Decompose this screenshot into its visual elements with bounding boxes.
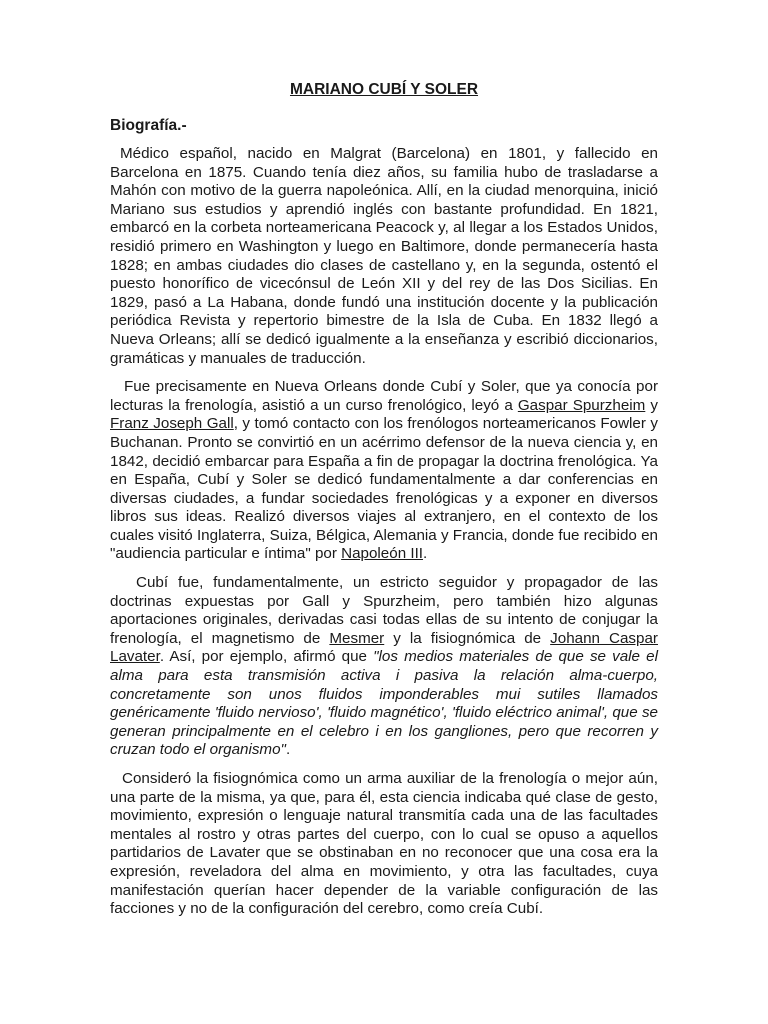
paragraph-3-text-2: y la fisiognómica de	[384, 629, 551, 647]
link-johann-caspar-lavater[interactable]: Johann Caspar Lavater	[110, 629, 658, 666]
paragraph-2-text-4: .	[423, 545, 428, 563]
link-mesmer[interactable]: Mesmer	[329, 629, 385, 647]
paragraph-1: Médico español, nacido en Malgrat (Barcelona) en 1801, y fallecido en Barcelona en 1875. Cuando tenía diez años, su familia hubo de trasladarse a Mahón con motivo de la guerra napoleónica. Allí, en la ciudad menorquina, inició Mariano sus estudios y aprendió inglés con bastante profundidad. En 1821, embarcó en la corbeta norteamericana Peacock y, al llegar a los Estados Unidos, residió primero en Washington y luego en Baltimore, donde permanecería hasta 1828; en ambas ciudades dio clases de castellano y, en la segunda, ostentó el puesto honorífico de vicecónsul de León XII y del rey de las Dos Sicilias. En 1829, pasó a La Habana, donde fundó una institución docente y la publicación periódica Revista y repertorio bimestre de la Isla de Cuba. En 1832 llegó a Nueva Orleans; allí se dedicó igualmente a la enseñanza y escribió diccionarios, gramáticas y manuales de traducción.	[110, 145, 658, 367]
paragraph-2-text-3: , y tomó contacto con los frenólogos norteamericanos Fowler y Buchanan. Pronto se convirtió en un acérrimo defensor de la nueva ciencia y, en 1842, decidió embarcar para España a fin de propagar la doctrina frenológica. Ya en España, Cubí y Soler se dedicó fundamentalmente a dar conferencias en diversas ciudades, a fundar sociedades frenológicas y a exponer en diversos libros sus ideas. Realizó diversos viajes al extranjero, en el contexto de los cuales visitó Inglaterra, Suiza, Bélgica, Alemania y Francia, donde fue recibido en "audiencia particular e íntima" por	[110, 415, 658, 563]
paragraph-2	[110, 378, 658, 564]
paragraph-3-text-4: .	[285, 741, 291, 759]
link-gaspar-spurzheim[interactable]: Gaspar Spurzheim	[517, 396, 646, 414]
paragraph-3	[110, 574, 658, 760]
link-franz-joseph-gall[interactable]: Franz Joseph Gall	[110, 415, 234, 433]
paragraph-3-quote: "los medios materiales de que se vale el alma para esta transmisión activa i pasiva la relación alma-cuerpo, concretamente son unos fluidos imponderables mui sutiles llamados genéricamente 'fluido nervioso', 'fluido magnético', 'fluido eléctrico animal', que se generan principalmente en el celebro i en los gangliones, pero que recorren y cruzan todo el organismo"	[110, 648, 658, 759]
document-page	[110, 80, 658, 929]
section-heading-biografia: Biografía.-	[110, 117, 187, 134]
paragraph-2-text-1: Fue precisamente en Nueva Orleans donde Cubí y Soler, que ya conocía por lecturas la frenología, asistió a un curso frenológico, leyó a	[110, 378, 658, 414]
paragraph-3-text-3: . Así, por ejemplo, afirmó que	[159, 648, 374, 666]
paragraph-2-text-2: y	[645, 396, 658, 414]
link-napoleon-iii[interactable]: Napoleón III	[341, 545, 424, 563]
document-title: MARIANO CUBÍ Y SOLER	[289, 81, 479, 98]
paragraph-3-text-1: Cubí fue, fundamentalmente, un estricto seguidor y propagador de las doctrinas expuestas por Gall y Spurzheim, pero también hizo algunas aportaciones originales, derivadas casi todas ellas de su intento de conjugar la frenología, el magnetismo de	[110, 574, 658, 647]
paragraph-4: Consideró la fisiognómica como un arma auxiliar de la frenología o mejor aún, una parte de la misma, ya que, para él, esta ciencia indicaba qué clase de gesto, movimiento, expresión o lenguaje natural transmitía cada una de las facultades mentales al rostro y otras partes del cuerpo, con lo cual se opuso a aquellos partidarios de Lavater que se obstinaban en no reconocer que una cosa era la expresión, reveladora del alma en movimiento, y otra las facultades, cuya manifestación querían hacer depender de la variable configuración de las facciones y no de la configuración del cerebro, como creía Cubí.	[110, 770, 658, 918]
